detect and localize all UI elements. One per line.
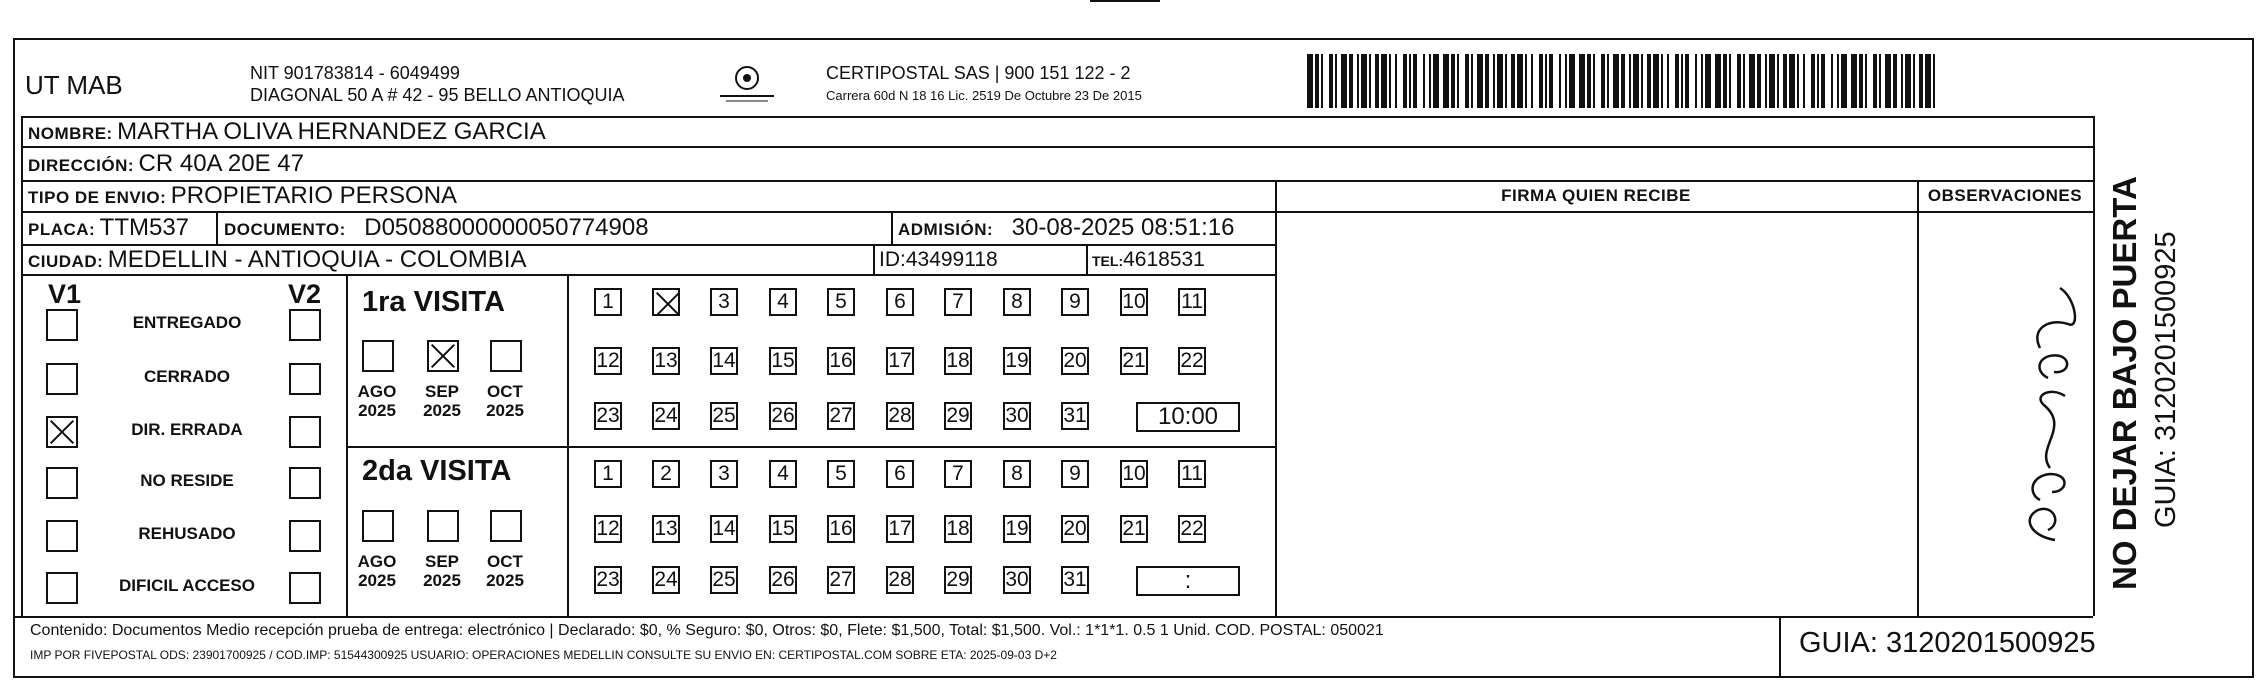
barcode-bar [1859, 54, 1863, 108]
v2-checkbox[interactable] [289, 363, 321, 395]
shipment-type: PROPIETARIO PERSONA [170, 182, 458, 209]
barcode-bar [1423, 54, 1425, 108]
barcode-bar [1465, 54, 1469, 108]
barcode-bar [1705, 54, 1711, 108]
tel-value: 4618531 [1123, 248, 1205, 271]
divider [21, 146, 2093, 148]
status-label: NO RESIDE [140, 471, 234, 490]
barcode-bar [1505, 54, 1507, 108]
barcode-bar [1621, 54, 1625, 108]
plate-label: PLACA: [28, 220, 96, 239]
recipient-address: CR 40A 20E 47 [138, 150, 304, 177]
first-visit-day[interactable]: 30 [1003, 402, 1031, 430]
first-visit-day[interactable]: 19 [1003, 347, 1031, 375]
barcode-bar [1559, 54, 1561, 108]
first-visit-day[interactable]: 26 [769, 402, 797, 430]
barcode-bar [1865, 54, 1867, 108]
month-year: 2025 [423, 401, 461, 420]
second-visit-month-checkbox[interactable] [362, 510, 394, 542]
first-visit-day[interactable]: 6 [886, 288, 914, 316]
barcode-bar [1381, 54, 1387, 108]
second-visit-time[interactable]: : [1136, 566, 1240, 596]
v2-checkbox[interactable] [289, 572, 321, 604]
barcode-bar [1321, 54, 1323, 108]
barcode-bar [1681, 54, 1683, 108]
barcode-bar [1601, 54, 1605, 108]
barcode-bar [1579, 54, 1585, 108]
courier-name: CERTIPOSTAL SAS | 900 151 122 - 2 [826, 63, 1131, 83]
first-visit-day[interactable]: 27 [827, 402, 855, 430]
first-visit-day[interactable]: 21 [1120, 347, 1148, 375]
handwritten-annotation [2010, 278, 2090, 546]
barcode-bar [1837, 54, 1839, 108]
first-visit-day[interactable] [652, 288, 680, 316]
month-year: 2025 [423, 571, 461, 590]
barcode-bar [1811, 54, 1815, 108]
second-visit-day[interactable]: 13 [652, 515, 680, 543]
courier-address: Carrera 60d N 18 16 Lic. 2519 De Octubre 23 De 2015 [826, 88, 1142, 103]
document-label: DOCUMENTO: [224, 220, 346, 239]
second-visit-day[interactable]: 7 [944, 460, 972, 488]
plate-cell [28, 214, 189, 242]
second-visit-day[interactable]: 25 [710, 566, 738, 594]
barcode-bar [1797, 54, 1799, 108]
month-year: 2025 [358, 571, 396, 590]
first-visit-day[interactable]: 13 [652, 347, 680, 375]
barcode-bar [1879, 54, 1881, 108]
barcode-bar [1315, 54, 1319, 108]
barcode-bar [1477, 54, 1483, 108]
first-visit-day[interactable]: 24 [652, 402, 680, 430]
barcode-bar [1743, 54, 1745, 108]
status-label: DIR. ERRADA [131, 420, 243, 439]
second-visit-title: 2da VISITA [362, 455, 512, 487]
second-visit-day[interactable]: 9 [1061, 460, 1089, 488]
barcode-bar [1925, 54, 1931, 108]
divider [567, 274, 569, 616]
second-visit-day[interactable]: 8 [1003, 460, 1031, 488]
second-visit-day[interactable]: 18 [944, 515, 972, 543]
second-visit-day[interactable]: 31 [1061, 566, 1089, 594]
barcode-bar [1361, 54, 1367, 108]
barcode-bar [1531, 54, 1533, 108]
barcode-bar [1737, 54, 1741, 108]
divider [1086, 244, 1088, 274]
first-visit-month-checkbox[interactable] [362, 340, 394, 372]
document-value: D05088000000050774908 [364, 214, 649, 241]
second-visit-day[interactable]: 10 [1120, 460, 1148, 488]
barcode-bar [1633, 54, 1639, 108]
barcode-bar [1831, 54, 1833, 108]
divider [21, 116, 23, 616]
first-visit-month-label [421, 382, 463, 420]
second-visit-day[interactable]: 26 [769, 566, 797, 594]
v2-checkbox[interactable] [289, 520, 321, 552]
divider [1779, 616, 1781, 678]
divider [891, 211, 893, 244]
v1-checkbox[interactable] [46, 572, 78, 604]
tel-label: TEL: [1092, 253, 1124, 269]
v1-checkbox[interactable] [46, 363, 78, 395]
barcode-bar [1841, 54, 1847, 108]
divider [21, 211, 2093, 213]
month-name: AGO [357, 382, 397, 401]
barcode-bar [1607, 54, 1609, 108]
second-visit-day[interactable]: 30 [1003, 566, 1031, 594]
barcode-bar [1667, 54, 1669, 108]
divider [216, 211, 218, 244]
city-cell [28, 246, 526, 274]
second-visit-day[interactable]: 21 [1120, 515, 1148, 543]
recipient-name: MARTHA OLIVA HERNANDEZ GARCIA [117, 118, 546, 145]
barcode-bar [1433, 54, 1439, 108]
barcode-bar [1525, 54, 1527, 108]
v1-checkbox[interactable] [46, 467, 78, 499]
admission-value: 30-08-2025 08:51:16 [1011, 214, 1235, 241]
second-visit-day[interactable]: 15 [769, 515, 797, 543]
barcode-bar [1369, 54, 1371, 108]
divider [873, 244, 875, 274]
first-visit-day[interactable]: 10 [1120, 288, 1148, 316]
barcode-bar [1777, 54, 1779, 108]
month-name: SEP [424, 552, 460, 571]
barcode-bar [1471, 54, 1473, 108]
second-visit-day[interactable]: 11 [1178, 460, 1206, 488]
first-visit-day[interactable]: 4 [769, 288, 797, 316]
divider [346, 446, 1275, 448]
barcode-bar [1335, 54, 1337, 108]
month-year: 2025 [486, 401, 524, 420]
barcode-bar [1885, 54, 1891, 108]
v2-checkbox[interactable] [289, 467, 321, 499]
barcode-bar [1729, 54, 1731, 108]
second-visit-day[interactable]: 19 [1003, 515, 1031, 543]
sender-address: DIAGONAL 50 A # 42 - 95 BELLO ANTIOQUIA [250, 85, 625, 105]
month-name: OCT [487, 552, 523, 571]
divider [21, 274, 1275, 276]
address-label: DIRECCIÓN: [28, 156, 135, 175]
barcode-bar [1803, 54, 1805, 108]
barcode-bar [1685, 54, 1689, 108]
barcode-bar [1765, 54, 1767, 108]
second-visit-day[interactable]: 28 [886, 566, 914, 594]
divider [1275, 180, 1277, 616]
barcode-bar [1451, 54, 1455, 108]
second-visit-day[interactable]: 4 [769, 460, 797, 488]
first-visit-day[interactable]: 11 [1178, 288, 1206, 316]
month-name: OCT [487, 382, 523, 401]
second-visit-day[interactable]: 6 [886, 460, 914, 488]
first-visit-day[interactable]: 23 [594, 402, 622, 430]
barcode-bar [1307, 54, 1313, 108]
barcode-bar [1329, 54, 1333, 108]
sender-nit: NIT 901783814 - 6049499 [250, 63, 460, 83]
barcode-bar [1613, 54, 1619, 108]
second-visit-day[interactable]: 16 [827, 515, 855, 543]
first-visit-day[interactable]: 15 [769, 347, 797, 375]
barcode-bar [1661, 54, 1663, 108]
address-row [28, 150, 304, 178]
barcode-bar [1593, 54, 1595, 108]
barcode-bar [1549, 54, 1553, 108]
name-row [28, 118, 546, 146]
first-visit-time[interactable]: 10:00 [1136, 402, 1240, 432]
barcode-bar [1769, 54, 1775, 108]
month-year: 2025 [486, 571, 524, 590]
name-label: NOMBRE: [28, 124, 113, 143]
barcode-bar [1341, 54, 1347, 108]
first-visit-day[interactable]: 3 [710, 288, 738, 316]
first-visit-day[interactable]: 29 [944, 402, 972, 430]
barcode-bar [1933, 54, 1935, 108]
top-mark [1090, 0, 1160, 2]
first-visit-day[interactable]: 14 [710, 347, 738, 375]
v2-checkbox[interactable] [289, 416, 321, 448]
barcode-bar [1569, 54, 1575, 108]
barcode-bar [1517, 54, 1523, 108]
divider [2093, 116, 2095, 616]
barcode-bar [1565, 54, 1567, 108]
barcode-bar [1545, 54, 1547, 108]
barcode-bar [1457, 54, 1459, 108]
second-visit-day[interactable]: 23 [594, 566, 622, 594]
barcode-bar [1375, 54, 1379, 108]
first-visit-day[interactable]: 20 [1061, 347, 1089, 375]
barcode-bar [1675, 54, 1679, 108]
first-visit-day[interactable]: 12 [594, 347, 622, 375]
month-name: SEP [424, 382, 460, 401]
barcode-bar [1851, 54, 1857, 108]
barcode-bar [1511, 54, 1515, 108]
first-visit-day[interactable]: 16 [827, 347, 855, 375]
courier-logo [712, 62, 782, 104]
barcode-bar [1357, 54, 1359, 108]
divider [1917, 180, 1919, 616]
barcode-bar [1873, 54, 1877, 108]
status-label: ENTREGADO [132, 313, 242, 332]
second-visit-day[interactable]: 27 [827, 566, 855, 594]
month-name: AGO [357, 552, 397, 571]
second-visit-day[interactable]: 2 [652, 460, 680, 488]
second-visit-day[interactable]: 17 [886, 515, 914, 543]
barcode-bar [1443, 54, 1449, 108]
barcode-bar [1647, 54, 1651, 108]
barcode-bar [1749, 54, 1755, 108]
first-visit-day[interactable]: 5 [827, 288, 855, 316]
first-visit-title: 1ra VISITA [362, 286, 505, 318]
second-visit-month-checkbox[interactable] [490, 510, 522, 542]
barcode-bar [1695, 54, 1697, 108]
second-visit-day[interactable]: 29 [944, 566, 972, 594]
id-label: ID: [879, 248, 906, 271]
document-cell [224, 214, 649, 242]
v1-header: V1 [48, 279, 82, 309]
second-visit-month-label [421, 552, 463, 590]
side-warning: NO DEJAR BAJO PUERTA [2106, 176, 2143, 590]
observations-header: OBSERVACIONES [1927, 186, 2083, 205]
status-label: CERRADO [144, 367, 230, 386]
second-visit-month-checkbox[interactable] [427, 510, 459, 542]
barcode-bar [1893, 54, 1897, 108]
barcode-bar [1409, 54, 1411, 108]
barcode-bar [1629, 54, 1631, 108]
barcode-bar [1587, 54, 1591, 108]
barcode-bar [1653, 54, 1659, 108]
first-visit-day[interactable]: 7 [944, 288, 972, 316]
barcode-bar [1901, 54, 1903, 108]
barcode-bar [1403, 54, 1407, 108]
barcode-bar [1701, 54, 1703, 108]
barcode-bar [1757, 54, 1761, 108]
plate-value: TTM537 [99, 214, 190, 241]
city-label: CIUDAD: [28, 252, 104, 271]
sender-name: UT MAB [25, 70, 123, 100]
second-visit-day[interactable]: 1 [594, 460, 622, 488]
signature-header: FIRMA QUIEN RECIBE [1501, 186, 1691, 205]
tel-cell [1092, 248, 1205, 272]
barcode-bar [1919, 54, 1923, 108]
status-label: REHUSADO [138, 524, 236, 543]
barcode-bar [1497, 54, 1503, 108]
barcode-bar [1641, 54, 1643, 108]
id-cell [879, 248, 998, 272]
barcode-bar [1723, 54, 1727, 108]
v2-header: V2 [288, 279, 322, 309]
footer-imp: IMP POR FIVEPOSTAL ODS: 23901700925 / COD.IMP: 51544300925 USUARIO: OPERACIONES MEDELLIN CONSULTE SU ENVIO EN: CERTIPOSTAL.COM SOBRE ETA: 2025-09-03 D+2 [30, 648, 1057, 662]
first-visit-day[interactable]: 1 [594, 288, 622, 316]
v1-checkbox[interactable] [46, 416, 78, 448]
barcode [1307, 54, 1939, 108]
first-visit-month-label [356, 382, 398, 420]
admission-cell [898, 214, 1234, 242]
v1-checkbox[interactable] [46, 520, 78, 552]
v1-checkbox[interactable] [46, 309, 78, 341]
barcode-bar [1913, 54, 1915, 108]
second-visit-month-label [484, 552, 526, 590]
barcode-bar [1905, 54, 1911, 108]
second-visit-day[interactable]: 3 [710, 460, 738, 488]
first-visit-month-checkbox[interactable] [490, 340, 522, 372]
first-visit-day[interactable]: 25 [710, 402, 738, 430]
city-value: MEDELLIN - ANTIOQUIA - COLOMBIA [107, 246, 527, 273]
first-visit-month-checkbox[interactable] [427, 340, 459, 372]
barcode-bar [1395, 54, 1397, 108]
barcode-bar [1821, 54, 1825, 108]
admission-label: ADMISIÓN: [898, 220, 994, 239]
footer-guia: GUIA: 3120201500925 [1799, 627, 2096, 659]
first-visit-day[interactable]: 31 [1061, 402, 1089, 430]
type-label: TIPO DE ENVIO: [28, 188, 167, 207]
second-visit-month-label [356, 552, 398, 590]
barcode-bar [1349, 54, 1353, 108]
second-visit-day[interactable]: 12 [594, 515, 622, 543]
side-guia: GUIA: 3120201500925 [2150, 231, 2182, 528]
id-value: 43499118 [905, 248, 998, 271]
barcode-bar [1413, 54, 1417, 108]
barcode-bar [1817, 54, 1819, 108]
barcode-bar [1429, 54, 1431, 108]
divider [346, 274, 348, 616]
first-visit-day[interactable]: 9 [1061, 288, 1089, 316]
type-row [28, 182, 457, 210]
barcode-bar [1485, 54, 1489, 108]
second-visit-day[interactable]: 5 [827, 460, 855, 488]
first-visit-day[interactable]: 8 [1003, 288, 1031, 316]
barcode-bar [1789, 54, 1795, 108]
second-visit-day[interactable]: 20 [1061, 515, 1089, 543]
barcode-bar [1539, 54, 1543, 108]
barcode-bar [1389, 54, 1391, 108]
barcode-bar [1493, 54, 1495, 108]
v2-checkbox[interactable] [289, 309, 321, 341]
barcode-bar [1783, 54, 1787, 108]
status-label: DIFICIL ACCESO [118, 576, 255, 595]
second-visit-day[interactable]: 24 [652, 566, 680, 594]
month-year: 2025 [358, 401, 396, 420]
first-visit-day[interactable]: 18 [944, 347, 972, 375]
first-visit-month-label [484, 382, 526, 420]
first-visit-day[interactable]: 28 [886, 402, 914, 430]
second-visit-day[interactable]: 22 [1178, 515, 1206, 543]
second-visit-day[interactable]: 14 [710, 515, 738, 543]
first-visit-day[interactable]: 17 [886, 347, 914, 375]
first-visit-day[interactable]: 22 [1178, 347, 1206, 375]
footer-content: Contenido: Documentos Medio recepción prueba de entrega: electrónico | Declarado: $0, % Seguro: $0, Otros: $0, Flete: $1,500, Total: $1,500. Vol.: 1*1*1. 0.5 1 Unid. COD. POSTAL: 050021 [30, 622, 1384, 639]
barcode-bar [1715, 54, 1721, 108]
divider [13, 616, 2093, 618]
